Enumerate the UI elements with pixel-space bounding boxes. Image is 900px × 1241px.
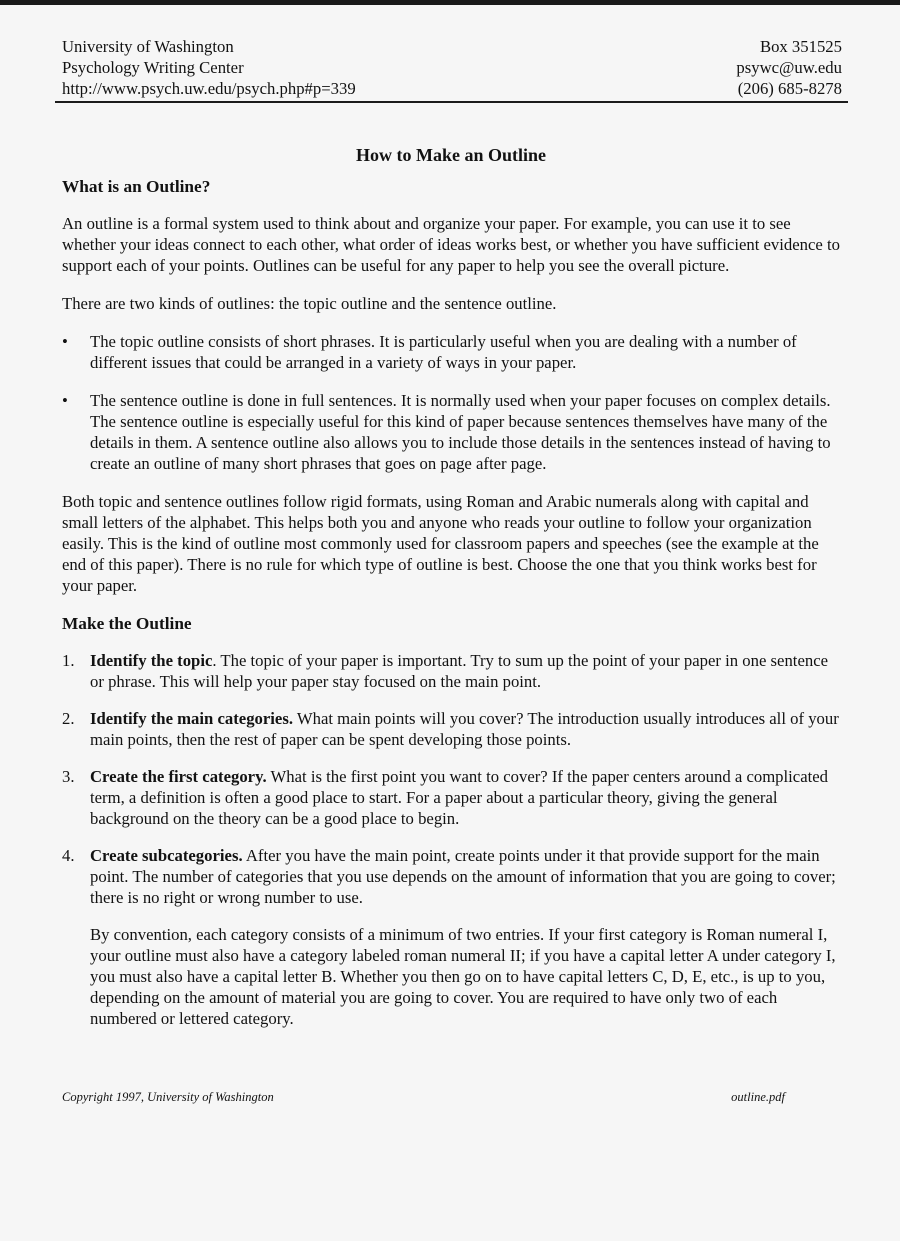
email-address: psywc@uw.edu (736, 58, 842, 77)
step-lead: Create the first category. (90, 767, 267, 786)
step-text (90, 845, 840, 908)
letterhead-left (62, 36, 356, 99)
step-number: 2. (62, 709, 75, 728)
mailbox-number: Box 351525 (759, 37, 842, 56)
filename-text: outline.pdf (731, 1090, 785, 1104)
step-body: . The topic of your paper is important. Try to sum up the point of your paper in one sentence or phrase. This will help your paper stay focused on the main point. (90, 651, 829, 691)
list-item-text: The sentence outline is done in full sentences. It is normally used when your paper focuses on complex details. The sentence outline is especially useful for this kind of paper because sentences themselves have many of the details in them. A sentence outline also allows you to include those details in the sentences instead of having to create an outline of many short phrases that goes on page after page. (90, 391, 831, 473)
step-number: 3. (62, 767, 75, 786)
document-footer (62, 1089, 785, 1105)
bullet-marker: • (62, 332, 68, 351)
website-url: http://www.psych.uw.edu/psych.php#p=339 (62, 79, 356, 98)
step-item (62, 708, 840, 750)
step-lead: Identify the topic (90, 651, 213, 670)
section-heading-what-is-an-outline: What is an Outline? (62, 177, 211, 196)
step-text (90, 650, 840, 692)
outline-types-list (62, 331, 840, 474)
step-body: What is the first point you want to cover? If the paper centers around a complicated term, a definition is often a good place to start. For a paper about a particular theory, giving the general background on the theory can be a good place to begin. (90, 767, 828, 828)
step-body: After you have the main point, create points under it that provide support for the main point. The number of categories that you use depends on the amount of information that you are going to cover; there is no right or wrong number to use. (90, 846, 836, 907)
list-item (62, 390, 840, 474)
dept-name: Psychology Writing Center (62, 58, 244, 77)
section-heading-make-the-outline: Make the Outline (62, 614, 192, 633)
letterhead (62, 36, 842, 99)
step-text (90, 766, 840, 829)
step-body: What main points will you cover? The introduction usually introduces all of your main points, then the rest of paper can be spent developing those points. (90, 709, 839, 749)
step-item (62, 845, 840, 908)
paragraph-both-outlines: Both topic and sentence outlines follow rigid formats, using Roman and Arabic numerals along with capital and small letters of the alphabet. This helps both you and anyone who reads your outline to follow your organization easily. This is the kind of outline most commonly used for classroom papers and speeches (see the example at the end of this paper). There is no rule for which type of outline is best. Choose the one that you think works best for your paper. (62, 492, 819, 595)
document-title: How to Make an Outline (355, 145, 546, 165)
paragraph-intro: An outline is a formal system used to think about and organize your paper. For example, you can use it to see whether your ideas connect to each other, what order of ideas works best, or whether you have sufficient evidence to support each of your points. Outlines can be useful for any paper to help you see the overall picture. (62, 214, 840, 275)
header-rule (55, 101, 848, 103)
paragraph-convention: By convention, each category consists of a minimum of two entries. If your first category is Roman numeral I, your outline must also have a category labeled roman numeral II; if you have a capital letter A under category I, you must also have a capital letter B. Whether you then go on to have capital letters C, D, E, etc., is up to you, depending on the amount of material you are going to cover. You are required to have only two of each numbered or lettered category. (90, 925, 836, 1028)
step-number: 4. (62, 846, 75, 865)
top-edge-bar (0, 0, 900, 5)
org-name: University of Washington (62, 37, 234, 56)
step-number: 1. (62, 651, 75, 670)
copyright-text: Copyright 1997, University of Washington (62, 1090, 274, 1104)
phone-number: (206) 685-8278 (737, 79, 842, 98)
bullet-marker: • (62, 391, 68, 410)
letterhead-right (736, 36, 842, 99)
paragraph-two-kinds: There are two kinds of outlines: the topic outline and the sentence outline. (62, 294, 557, 313)
step-item (62, 650, 840, 692)
step-lead: Identify the main categories. (90, 709, 293, 728)
step-lead: Create subcategories. (90, 846, 243, 865)
document-body (62, 144, 840, 1029)
step-text (90, 708, 840, 750)
list-item (62, 331, 840, 373)
step-item (62, 766, 840, 829)
list-item-text: The topic outline consists of short phrases. It is particularly useful when you are dealing with a number of different issues that could be arranged in a variety of ways in your paper. (90, 332, 797, 372)
steps-list (62, 650, 840, 908)
